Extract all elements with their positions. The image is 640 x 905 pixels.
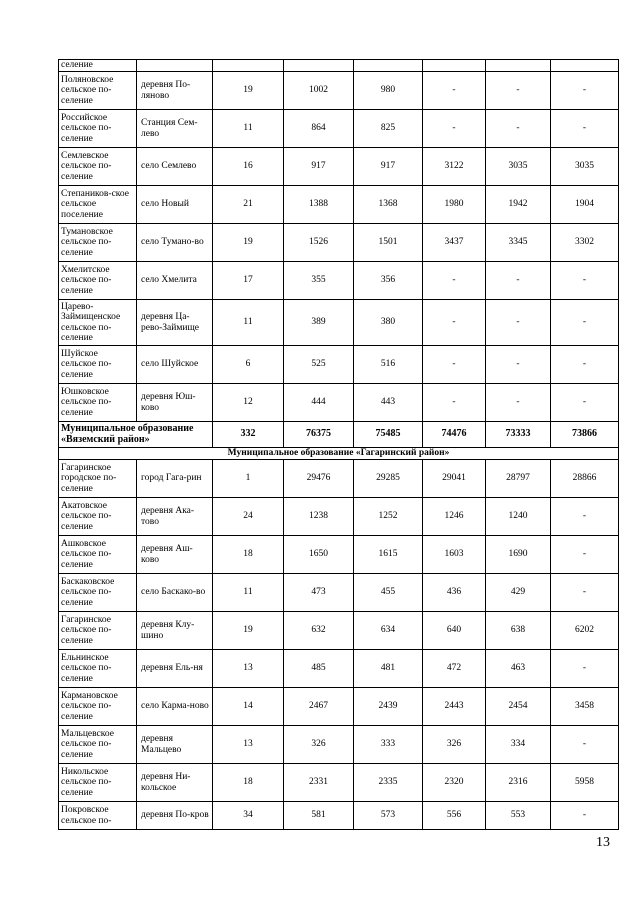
total-c5-cell: 73866 — [551, 422, 619, 448]
c3-cell: 556 — [423, 802, 486, 830]
admin-center-cell: село Баскако-во — [137, 574, 213, 612]
c2-cell: 1501 — [354, 224, 423, 262]
c5-cell: - — [551, 110, 619, 148]
settlement-name-cell: Царево-Займищенское сельское по-селение — [59, 300, 137, 346]
admin-center-cell: деревня По-ляново — [137, 72, 213, 110]
table-row — [59, 148, 619, 186]
settlements-cell: 17 — [213, 262, 284, 300]
c1-cell: 1388 — [284, 186, 354, 224]
settlements-cell: 11 — [213, 300, 284, 346]
total-settlements-cell: 332 — [213, 422, 284, 448]
c3-cell: 3437 — [423, 224, 486, 262]
c2-cell: 455 — [354, 574, 423, 612]
settlements-cell: 6 — [213, 346, 284, 384]
c4-cell: 1942 — [486, 186, 551, 224]
table-row — [59, 110, 619, 148]
total-label-cell: Муниципальное образование «Вяземский район» — [59, 422, 213, 448]
settlements-cell: 11 — [213, 110, 284, 148]
c4-cell: - — [486, 72, 551, 110]
settlement-name-cell: Покровское сельское по- — [59, 802, 137, 830]
table-row — [59, 574, 619, 612]
c5-cell: - — [551, 346, 619, 384]
c3-cell: 1603 — [423, 536, 486, 574]
c3-cell: 2320 — [423, 764, 486, 802]
c5-cell: 5958 — [551, 764, 619, 802]
settlement-name-cell: Мальцевское сельское по-селение — [59, 726, 137, 764]
c2-cell: 481 — [354, 650, 423, 688]
admin-center-cell: село Семлево — [137, 148, 213, 186]
c2-cell: 356 — [354, 262, 423, 300]
settlements-cell: 13 — [213, 726, 284, 764]
table-row — [59, 536, 619, 574]
admin-center-cell: село Хмелита — [137, 262, 213, 300]
page-number: 13 — [596, 835, 610, 850]
table-row — [59, 300, 619, 346]
settlement-name-cell: Семлевское сельское по-селение — [59, 148, 137, 186]
c3-cell: - — [423, 262, 486, 300]
settlement-name-cell: Акатовское сельское по-селение — [59, 498, 137, 536]
c1-cell: 632 — [284, 612, 354, 650]
c5-cell: 3302 — [551, 224, 619, 262]
table-row — [59, 346, 619, 384]
c2-cell: 333 — [354, 726, 423, 764]
c1-cell: 581 — [284, 802, 354, 830]
c1-cell: 1238 — [284, 498, 354, 536]
settlements-cell: 18 — [213, 764, 284, 802]
c1-cell: 1650 — [284, 536, 354, 574]
c1-cell: 525 — [284, 346, 354, 384]
settlement-name-cell: Никольское сельское по-селение — [59, 764, 137, 802]
section-header-row — [59, 448, 619, 460]
c2-cell: 1252 — [354, 498, 423, 536]
c1-cell: 917 — [284, 148, 354, 186]
total-c4-cell: 73333 — [486, 422, 551, 448]
settlement-name-cell: Гагаринское сельское по-селение — [59, 612, 137, 650]
table-row — [59, 60, 619, 72]
settlement-name-cell: Юшковское сельское по-селение — [59, 384, 137, 422]
admin-center-cell: село Карма-ново — [137, 688, 213, 726]
settlements-cell: 19 — [213, 72, 284, 110]
c4-cell: 2316 — [486, 764, 551, 802]
settlement-name-cell: Тумановское сельское по-селение — [59, 224, 137, 262]
c1-cell: 2331 — [284, 764, 354, 802]
c5-cell: - — [551, 650, 619, 688]
admin-center-cell: Станция Сем-лево — [137, 110, 213, 148]
total-c1-cell: 76375 — [284, 422, 354, 448]
table-row — [59, 650, 619, 688]
c5-cell: - — [551, 802, 619, 830]
c2-cell: 573 — [354, 802, 423, 830]
c3-cell: - — [423, 346, 486, 384]
admin-center-cell: село Новый — [137, 186, 213, 224]
settlement-name-cell: Шуйское сельское по-селение — [59, 346, 137, 384]
admin-center-cell: деревня Ни-кольское — [137, 764, 213, 802]
settlement-name-cell: Российское сельское по-селение — [59, 110, 137, 148]
c3-cell: 1246 — [423, 498, 486, 536]
settlements-cell: 12 — [213, 384, 284, 422]
table-row — [59, 498, 619, 536]
admin-center-cell: деревня Ака-тово — [137, 498, 213, 536]
c1-cell: 355 — [284, 262, 354, 300]
c3-cell: - — [423, 72, 486, 110]
c1-cell: 1526 — [284, 224, 354, 262]
admin-center-cell: деревня Ца-рево-Займище — [137, 300, 213, 346]
settlement-name-cell: Гагаринское городское по-селение — [59, 460, 137, 498]
c2-cell: 634 — [354, 612, 423, 650]
c5-cell: 28866 — [551, 460, 619, 498]
admin-center-cell: деревня Ель-ня — [137, 650, 213, 688]
table-row — [59, 460, 619, 498]
c5-cell: - — [551, 72, 619, 110]
c5-cell: 1904 — [551, 186, 619, 224]
settlement-name-cell: Кармановское сельское по-селение — [59, 688, 137, 726]
admin-center-cell: город Гага-рин — [137, 460, 213, 498]
c4-cell: 3345 — [486, 224, 551, 262]
c5-cell: 3035 — [551, 148, 619, 186]
c4-cell: - — [486, 346, 551, 384]
c3-cell: - — [423, 300, 486, 346]
table-row — [59, 612, 619, 650]
settlement-name-cell: Степаников-ское сельское поселение — [59, 186, 137, 224]
c4-cell: 1690 — [486, 536, 551, 574]
table-row — [59, 224, 619, 262]
settlement-name-cell: Баскаковское сельское по-селение — [59, 574, 137, 612]
table-row — [59, 802, 619, 830]
settlements-cell: 13 — [213, 650, 284, 688]
c1-cell: 29476 — [284, 460, 354, 498]
table-row — [59, 384, 619, 422]
table-row — [59, 186, 619, 224]
c4-cell: 638 — [486, 612, 551, 650]
c5-cell: 3458 — [551, 688, 619, 726]
c5-cell: - — [551, 574, 619, 612]
c2-cell: 2335 — [354, 764, 423, 802]
settlements-cell: 16 — [213, 148, 284, 186]
c5-cell: - — [551, 536, 619, 574]
c5-cell: - — [551, 262, 619, 300]
c3-cell: 3122 — [423, 148, 486, 186]
c3-cell: 2443 — [423, 688, 486, 726]
c5-cell: - — [551, 498, 619, 536]
settlements-cell: 14 — [213, 688, 284, 726]
c4-cell: - — [486, 384, 551, 422]
settlement-name-cell: Хмелитское сельское по-селение — [59, 262, 137, 300]
settlements-cell: 24 — [213, 498, 284, 536]
settlements-cell: 34 — [213, 802, 284, 830]
c2-cell: 29285 — [354, 460, 423, 498]
c4-cell: - — [486, 300, 551, 346]
c2-cell: 380 — [354, 300, 423, 346]
c2-cell: 443 — [354, 384, 423, 422]
c2-cell: 516 — [354, 346, 423, 384]
c3-cell: 436 — [423, 574, 486, 612]
c1-cell: 389 — [284, 300, 354, 346]
c4-cell: 334 — [486, 726, 551, 764]
c3-cell: 640 — [423, 612, 486, 650]
settlement-name-cell: Ашковское сельское по-селение — [59, 536, 137, 574]
c5-cell: - — [551, 300, 619, 346]
c5-cell: - — [551, 384, 619, 422]
admin-center-cell: село Шуйское — [137, 346, 213, 384]
head-fragment-cell: селение — [59, 60, 137, 72]
table-row — [59, 764, 619, 802]
settlements-cell: 18 — [213, 536, 284, 574]
c2-cell: 825 — [354, 110, 423, 148]
c5-cell: - — [551, 726, 619, 764]
table-row — [59, 262, 619, 300]
total-c3-cell: 74476 — [423, 422, 486, 448]
admin-center-cell: село Тумано-во — [137, 224, 213, 262]
c3-cell: 1980 — [423, 186, 486, 224]
c4-cell: - — [486, 262, 551, 300]
c4-cell: 28797 — [486, 460, 551, 498]
c1-cell: 1002 — [284, 72, 354, 110]
c1-cell: 444 — [284, 384, 354, 422]
admin-center-cell: деревня Аш-ково — [137, 536, 213, 574]
c2-cell: 917 — [354, 148, 423, 186]
admin-center-cell: деревня Мальцево — [137, 726, 213, 764]
c4-cell: 429 — [486, 574, 551, 612]
total-row — [59, 422, 619, 448]
c4-cell: 1240 — [486, 498, 551, 536]
table-row — [59, 726, 619, 764]
c1-cell: 326 — [284, 726, 354, 764]
settlements-cell: 11 — [213, 574, 284, 612]
admin-center-cell: деревня Юш-ково — [137, 384, 213, 422]
c3-cell: - — [423, 110, 486, 148]
c2-cell: 2439 — [354, 688, 423, 726]
settlement-table — [58, 59, 619, 830]
admin-center-cell: деревня Клу-шино — [137, 612, 213, 650]
c1-cell: 473 — [284, 574, 354, 612]
admin-center-cell: деревня По-кров — [137, 802, 213, 830]
section-title: Муниципальное образование «Гагаринский район» — [59, 448, 619, 460]
c4-cell: 3035 — [486, 148, 551, 186]
c4-cell: 2454 — [486, 688, 551, 726]
c2-cell: 980 — [354, 72, 423, 110]
settlement-name-cell: Поляновское сельское по-селение — [59, 72, 137, 110]
settlements-cell: 21 — [213, 186, 284, 224]
c4-cell: - — [486, 110, 551, 148]
c4-cell: 463 — [486, 650, 551, 688]
table-row — [59, 688, 619, 726]
settlement-name-cell: Ельнинское сельское по-селение — [59, 650, 137, 688]
settlements-cell: 19 — [213, 224, 284, 262]
c5-cell: 6202 — [551, 612, 619, 650]
c3-cell: 29041 — [423, 460, 486, 498]
c3-cell: 326 — [423, 726, 486, 764]
c1-cell: 485 — [284, 650, 354, 688]
table-row — [59, 72, 619, 110]
c1-cell: 864 — [284, 110, 354, 148]
c4-cell: 553 — [486, 802, 551, 830]
c3-cell: 472 — [423, 650, 486, 688]
c2-cell: 1368 — [354, 186, 423, 224]
c3-cell: - — [423, 384, 486, 422]
total-c2-cell: 75485 — [354, 422, 423, 448]
settlements-cell: 1 — [213, 460, 284, 498]
c2-cell: 1615 — [354, 536, 423, 574]
c1-cell: 2467 — [284, 688, 354, 726]
settlements-cell: 19 — [213, 612, 284, 650]
